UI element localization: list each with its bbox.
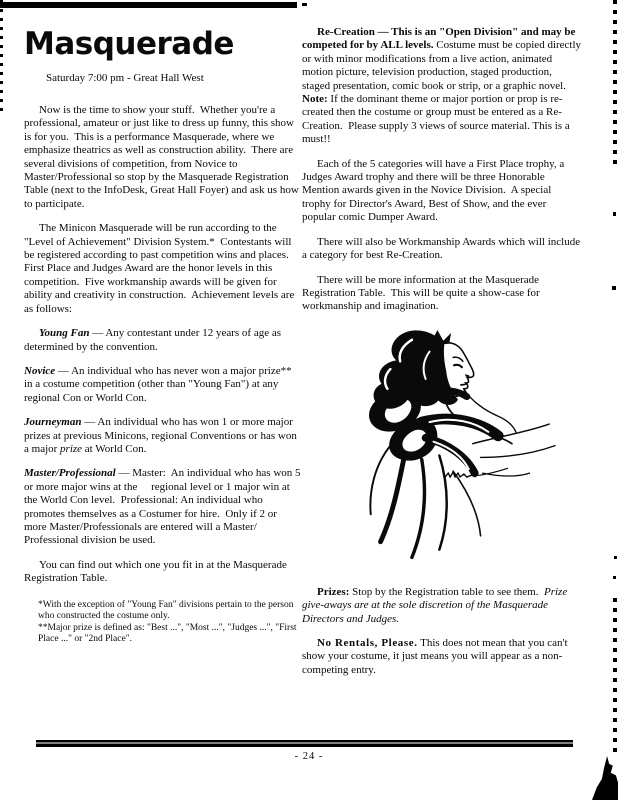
page-title: Masquerade [24, 26, 234, 62]
recreation-lead: Re-Creation — This is an "Open Division" and may be competed for by ALL levels. [302, 26, 579, 52]
scan-artifact-dot [614, 556, 617, 559]
level-desc: Any contestant under 12 years of age as determined by the convention. [24, 327, 284, 353]
level-journeyman [24, 416, 302, 456]
prizes-paragraph [302, 586, 582, 626]
rentals-paragraph [302, 637, 582, 677]
prizes-body: Stop by the Registration table to see them. [349, 585, 544, 598]
footer-rule [36, 740, 573, 747]
closing-paragraph: You can find out which one you fit in at the Masquerade Registration Table. [24, 558, 290, 585]
intro-paragraph: Now is the time to show your stuff. Whether you're a professional, amateur or just like to dress up funny, this show is for you. This is a performance Masquerade, where we emphasize theatrics as well as construction ability. There are several divisions of competition, from Novice to Master/Professional so stop by the Masquerade Registration Table (next to the InfoDesk, Great Hall Foyer) and ask us how to participate. [24, 104, 302, 210]
rentals-label: No Rentals, Please. [317, 636, 418, 649]
prizes-label: Prizes: [317, 585, 350, 598]
level-desc: Master: An individual who has won 5 or more major wins at the regional level or 1 major win at the World Con level. Professional: An individual who promotes themselves as a Costumer for hire. Only if 2 or more Master/Professionals are entered will a Master/ Professional division be used. [24, 467, 304, 547]
trophies-paragraph: Each of the 5 categories will have a First Place trophy, a Judges Award trophy and there will be three Honorable Mention awards given in the Novice Division. A special trophy for Director's Award, Best of Show, and the ever popular comic Dumper Award. [302, 157, 568, 224]
level-desc: An individual who has won 1 or more major prizes at previous Minicons, regional Conventions or has won a major [24, 416, 300, 455]
level-desc: at World Con. [82, 442, 147, 455]
scan-artifact-dot [613, 576, 616, 579]
scan-artifact-top-dot [302, 3, 307, 6]
right-column [302, 26, 582, 688]
recreation-note-label: Note: [302, 93, 328, 106]
recreation-body: Costume must be copied directly or with minor modifications from a live action, animated motion picture, television production, staged production, staged presentation, comic book or strip, or a graphic novel. [302, 39, 584, 92]
prizes-disclaimer: Prize give-aways are at the sole discretion of the Masquerade Directors and Judges. [302, 585, 570, 625]
footnote-1: *With the exception of "Young Fan" divisions pertain to the person who constructed the costume only. [38, 599, 296, 622]
scan-artifact-right-dashes-top [613, 0, 617, 165]
footnote-2: **Major prize is defined as: "Best ...", "Most ...", "Judges ...", "First Place ..." or "2nd Place". [38, 622, 299, 645]
level-novice [24, 365, 302, 405]
more-info-paragraph: There will be more information at the Masquerade Registration Table. This will be quite a show-case for workmanship and imagination. [302, 273, 543, 313]
scan-artifact-right-dashes-bottom [613, 598, 617, 758]
level-young-fan [24, 327, 302, 354]
level-sep: — [55, 364, 72, 377]
recreation-paragraph [302, 26, 582, 147]
level-name: Young Fan [39, 327, 90, 340]
level-name: Novice [24, 364, 56, 377]
scan-artifact-corner-blob [592, 756, 618, 800]
left-column [24, 26, 302, 655]
level-sep: — [81, 416, 98, 429]
workmanship-paragraph: There will also be Workmanship Awards which will include a category for best Re-Creation. [302, 235, 583, 262]
page-number: - 24 - [294, 751, 324, 762]
scan-artifact-dot [612, 286, 616, 290]
scan-artifact-dot [613, 212, 616, 216]
scan-artifact-left-dashes [0, 0, 3, 112]
scan-artifact-top-bar [0, 2, 297, 8]
level-master-professional [24, 467, 302, 547]
event-schedule: Saturday 7:00 pm - Great Hall West [46, 72, 204, 84]
costumed-lady-illustration [334, 328, 582, 578]
level-name: Master/Professional [24, 467, 116, 480]
level-desc: An individual who has never won a major prize** in a costume competition (other than "Young Fan") at any regional Con or World Con. [24, 364, 295, 404]
costumed-lady-drawing [334, 328, 582, 578]
level-name: Journeyman [24, 416, 82, 429]
recreation-note-body: If the dominant theme or major portion or prop is re-created then the costume or group must be entered as a Re-Creation. Please supply 3 views of source material. This is a must!! [302, 93, 573, 146]
level-sep: — [115, 467, 133, 480]
rentals-body: This does not mean that you can't show your costume, it just means you will appear as a non-competing entry. [302, 636, 571, 676]
level-sep: — [89, 327, 106, 340]
level-desc-emphasis: prize [60, 442, 83, 455]
system-paragraph: The Minicon Masquerade will be run according to the "Level of Achievement" Division System.* Contestants will be registered according to past competition wins and places. First Place and Judges Award are the honor levels in this competition. Five workmanship awards will be given for ability and creativity in construction. Achievement levels are as follows: [24, 222, 298, 315]
